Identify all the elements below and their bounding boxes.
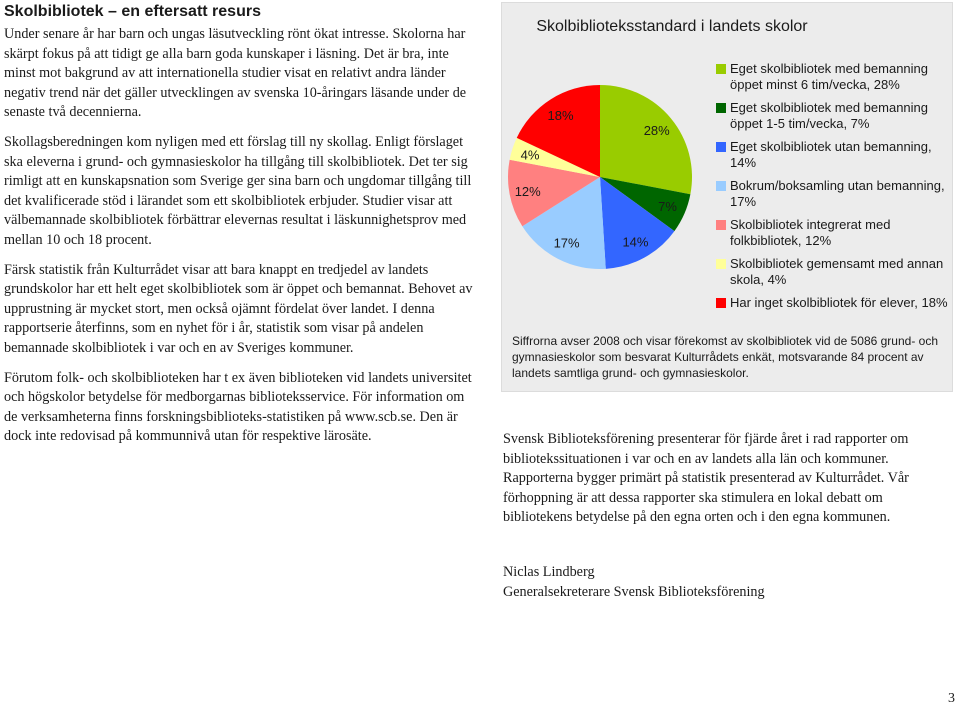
pie-label-7: 18%	[547, 107, 574, 123]
chart-legend	[716, 61, 952, 318]
legend-label: Skolbibliotek gemensamt med annan skola, 4%	[730, 256, 944, 287]
legend-item-2	[716, 100, 952, 132]
legend-item-3	[716, 139, 952, 171]
page-heading: Skolbibliotek – en eftersatt resurs	[4, 3, 261, 20]
paragraph-intro: Under senare år har barn och ungas läsutveckling rönt ökat intresse. Skolorna har skärpt fokus på att tidigt ge alla barn goda kunskaper i läsning. Det är bra, inte minst mot bakgrund av att internationella studier visat en relativt andra länder negativ trend när det gäller utvecklingen av svenska 10-åringars läsande under de senaste två decennierna.	[4, 26, 467, 121]
legend-item-5	[716, 217, 952, 249]
right-column-text	[503, 430, 943, 538]
legend-label: Skolbibliotek integrerat med folkbibliotek, 12%	[730, 217, 891, 248]
pie-label-6: 4%	[520, 147, 540, 163]
legend-item-1	[716, 61, 952, 93]
pie-slice-1	[600, 85, 692, 194]
legend-swatch	[716, 181, 726, 191]
pie-label-2: 7%	[658, 199, 677, 215]
pie-label-1: 28%	[643, 123, 670, 139]
pie-label-3: 14%	[622, 234, 649, 250]
legend-swatch	[716, 259, 726, 269]
legend-swatch	[716, 220, 726, 230]
legend-swatch	[716, 64, 726, 74]
paragraph-association: Svensk Biblioteksförening presenterar för fjärde året i rad rapporter om bibliotekssituationen i var och en av landets alla län och kommuner. Rapporterna bygger primärt på statistik presenterad av Kulturrådet. Vår förhoppning är att dessa rapporter ska stimulera en lokal debatt om bibliotekens betydelse på den egna orten och i den egna kommunen.	[503, 431, 909, 526]
chart-footnote: Siffrorna avser 2008 och visar förekomst av skolbibliotek vid de 5086 grund- och gymnasieskolor som besvarat Kulturrådets enkät, motsvarande 84 procent av landets samtliga grund- och gymnasieskolor.	[512, 334, 939, 380]
legend-swatch	[716, 298, 726, 308]
legend-label: Bokrum/boksamling utan bemanning, 17%	[730, 178, 945, 209]
paragraph-research-libraries: Förutom folk- och skolbiblioteken har t ex även biblioteken vid landets universitet och högskolor betydelse för medborgarnas biblioteksservice. För information om de verksamheterna finns forskningsbiblioteks-statistiken på www.scb.se. Den är dock inte redovisad på kommunnivå utan för respektive lärosäte.	[4, 369, 472, 445]
legend-item-6	[716, 256, 952, 288]
pie-label-5: 12%	[514, 183, 541, 199]
paragraph-skollag: Skollagsberedningen kom nyligen med ett förslag till ny skollag. Enligt förslaget ska eleverna i grund- och gymnasieskolor ha tillgång till skolbibliotek. Det ter sig rimligt att en kunskapsnation som Sverige ger sina barn och ungdomar tillgång till det kvalificerade stöd i lärandet som ett skolbibliotek erbjuder. Studier visar att välbemannade skolbibliotek förbättrar elevernas resultat i läskunnighetsprov med mellan 10 och 18 procent.	[4, 133, 472, 248]
legend-label: Har inget skolbibliotek för elever, 18%	[730, 295, 948, 310]
legend-item-4	[716, 178, 952, 210]
signature-name: Niclas Lindberg	[503, 564, 595, 580]
chart-title: Skolbiblioteksstandard i landets skolor	[536, 18, 808, 35]
signature-block	[503, 563, 943, 602]
legend-swatch	[716, 142, 726, 152]
paragraph-statistics: Färsk statistik från Kulturrådet visar att bara knappt en tredjedel av landets grundskolor har ett helt eget skolbibliotek som är öppet och bemannat. Behovet av upprustning är mycket stort, men också ojämnt fördelat över landet. I denna rapportserie återfinns, som en nyhet för i år, statistik som visar på andelen bemannade skolbibliotek i var och en av Sveriges kommuner.	[4, 261, 473, 356]
legend-label: Eget skolbibliotek utan bemanning, 14%	[730, 139, 932, 170]
legend-item-7	[716, 295, 952, 311]
legend-label: Eget skolbibliotek med bemanning öppet 1-5 tim/vecka, 7%	[730, 100, 929, 131]
signature-title: Generalsekreterare Svensk Biblioteksförening	[503, 583, 765, 600]
pie-label-4: 17%	[553, 235, 580, 251]
legend-label: Eget skolbibliotek med bemanning öppet minst 6 tim/vecka, 28%	[730, 61, 929, 92]
page-number: 3	[948, 691, 955, 706]
legend-swatch	[716, 103, 726, 113]
left-column	[4, 2, 474, 457]
pie-chart-panel	[501, 2, 953, 392]
